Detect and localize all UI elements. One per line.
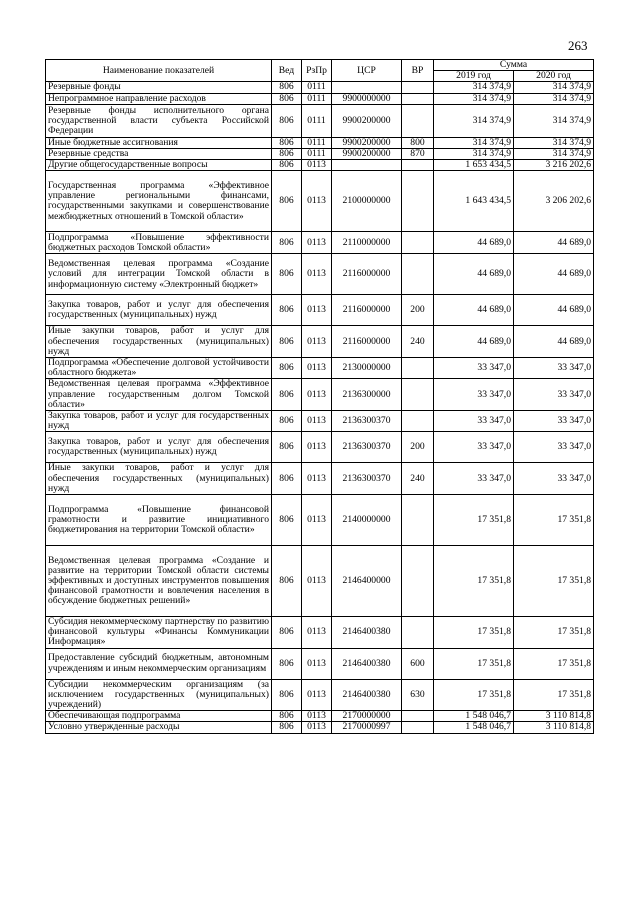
cell-name: Субсидии некоммерческим организациям (за исключением государственных (муниципальных) учреждений) bbox=[46, 679, 272, 711]
cell-vr: 200 bbox=[402, 432, 434, 463]
cell-ved: 806 bbox=[272, 411, 302, 432]
cell-ved: 806 bbox=[272, 93, 302, 104]
cell-rzpr: 0111 bbox=[302, 104, 332, 137]
cell-vr bbox=[402, 379, 434, 411]
page-number: 263 bbox=[568, 38, 588, 53]
cell-ved: 806 bbox=[272, 495, 302, 546]
cell-ved: 806 bbox=[272, 722, 302, 733]
header-year-2020: 2020 год bbox=[514, 71, 594, 82]
table-row bbox=[46, 149, 594, 160]
cell-sum-2019: 1 643 434,5 bbox=[434, 171, 514, 232]
cell-vr bbox=[402, 722, 434, 733]
table-row bbox=[46, 463, 594, 495]
cell-csr: 2116000000 bbox=[332, 295, 402, 326]
cell-sum-2019: 314 374,9 bbox=[434, 93, 514, 104]
cell-name: Резервные средства bbox=[46, 149, 272, 160]
cell-vr bbox=[402, 82, 434, 93]
cell-rzpr: 0111 bbox=[302, 93, 332, 104]
cell-ved: 806 bbox=[272, 358, 302, 379]
cell-sum-2020: 3 110 814,8 bbox=[514, 711, 594, 722]
cell-csr: 2170000997 bbox=[332, 722, 402, 733]
cell-sum-2020: 17 351,8 bbox=[514, 679, 594, 711]
cell-sum-2019: 17 351,8 bbox=[434, 546, 514, 617]
cell-sum-2020: 314 374,9 bbox=[514, 93, 594, 104]
cell-csr: 2170000000 bbox=[332, 711, 402, 722]
cell-rzpr: 0113 bbox=[302, 495, 332, 546]
header-ved: Вед bbox=[272, 60, 302, 82]
cell-ved: 806 bbox=[272, 104, 302, 137]
cell-sum-2020: 3 110 814,8 bbox=[514, 722, 594, 733]
cell-csr: 2146400380 bbox=[332, 648, 402, 679]
cell-rzpr: 0113 bbox=[302, 254, 332, 295]
cell-sum-2019: 33 347,0 bbox=[434, 411, 514, 432]
cell-ved: 806 bbox=[272, 617, 302, 649]
table-row bbox=[46, 137, 594, 148]
header-name: Наименование показателей bbox=[46, 60, 272, 82]
cell-sum-2020: 33 347,0 bbox=[514, 358, 594, 379]
cell-name: Ведомственная целевая программа «Эффективное управление государственным долгом Томской области» bbox=[46, 379, 272, 411]
cell-sum-2020: 3 216 202,6 bbox=[514, 160, 594, 171]
table-row bbox=[46, 358, 594, 379]
cell-sum-2019: 1 548 046,7 bbox=[434, 722, 514, 733]
cell-rzpr: 0113 bbox=[302, 722, 332, 733]
cell-rzpr: 0113 bbox=[302, 463, 332, 495]
cell-sum-2020: 33 347,0 bbox=[514, 411, 594, 432]
cell-csr bbox=[332, 82, 402, 93]
cell-name: Условно утвержденные расходы bbox=[46, 722, 272, 733]
header-csr: ЦСР bbox=[332, 60, 402, 82]
cell-vr: 240 bbox=[402, 326, 434, 358]
cell-name: Субсидия некоммерческому партнерству по развитию финансовой культуры «Финансы Коммуникации Информация» bbox=[46, 617, 272, 649]
cell-ved: 806 bbox=[272, 463, 302, 495]
cell-vr: 200 bbox=[402, 295, 434, 326]
cell-csr: 2136300000 bbox=[332, 379, 402, 411]
table-row bbox=[46, 679, 594, 711]
cell-sum-2020: 33 347,0 bbox=[514, 463, 594, 495]
table-row bbox=[46, 411, 594, 432]
cell-rzpr: 0113 bbox=[302, 379, 332, 411]
cell-ved: 806 bbox=[272, 254, 302, 295]
cell-rzpr: 0113 bbox=[302, 711, 332, 722]
cell-vr: 870 bbox=[402, 149, 434, 160]
cell-rzpr: 0113 bbox=[302, 432, 332, 463]
table-row bbox=[46, 722, 594, 733]
cell-name: Иные закупки товаров, работ и услуг для обеспечения государственных (муниципальных) нужд bbox=[46, 326, 272, 358]
table-row bbox=[46, 648, 594, 679]
table-row bbox=[46, 93, 594, 104]
cell-vr bbox=[402, 254, 434, 295]
cell-vr bbox=[402, 495, 434, 546]
cell-name: Другие общегосударственные вопросы bbox=[46, 160, 272, 171]
cell-vr bbox=[402, 171, 434, 232]
cell-ved: 806 bbox=[272, 137, 302, 148]
cell-csr: 9900000000 bbox=[332, 93, 402, 104]
cell-csr: 2136300370 bbox=[332, 432, 402, 463]
cell-vr bbox=[402, 711, 434, 722]
cell-vr: 600 bbox=[402, 648, 434, 679]
cell-ved: 806 bbox=[272, 149, 302, 160]
cell-ved: 806 bbox=[272, 171, 302, 232]
table-row bbox=[46, 326, 594, 358]
cell-sum-2020: 17 351,8 bbox=[514, 648, 594, 679]
cell-csr: 2146400000 bbox=[332, 546, 402, 617]
cell-csr bbox=[332, 160, 402, 171]
cell-sum-2020: 3 206 202,6 bbox=[514, 171, 594, 232]
cell-csr: 2146400380 bbox=[332, 679, 402, 711]
cell-sum-2020: 33 347,0 bbox=[514, 379, 594, 411]
cell-sum-2020: 44 689,0 bbox=[514, 254, 594, 295]
cell-sum-2019: 314 374,9 bbox=[434, 137, 514, 148]
cell-sum-2019: 17 351,8 bbox=[434, 648, 514, 679]
cell-sum-2019: 1 548 046,7 bbox=[434, 711, 514, 722]
cell-rzpr: 0113 bbox=[302, 232, 332, 254]
cell-name: Закупка товаров, работ и услуг для обеспечения государственных (муниципальных) нужд bbox=[46, 295, 272, 326]
cell-sum-2020: 17 351,8 bbox=[514, 495, 594, 546]
cell-sum-2019: 1 653 434,5 bbox=[434, 160, 514, 171]
cell-rzpr: 0111 bbox=[302, 137, 332, 148]
cell-vr: 630 bbox=[402, 679, 434, 711]
header-rzpr: РзПр bbox=[302, 60, 332, 82]
cell-vr bbox=[402, 617, 434, 649]
cell-ved: 806 bbox=[272, 711, 302, 722]
cell-csr: 2116000000 bbox=[332, 326, 402, 358]
cell-ved: 806 bbox=[272, 432, 302, 463]
cell-ved: 806 bbox=[272, 648, 302, 679]
cell-sum-2019: 44 689,0 bbox=[434, 232, 514, 254]
cell-ved: 806 bbox=[272, 379, 302, 411]
header-year-2019: 2019 год bbox=[434, 71, 514, 82]
cell-sum-2020: 44 689,0 bbox=[514, 232, 594, 254]
cell-vr: 240 bbox=[402, 463, 434, 495]
cell-csr: 2136300370 bbox=[332, 463, 402, 495]
cell-name: Иные закупки товаров, работ и услуг для обеспечения государственных (муниципальных) нужд bbox=[46, 463, 272, 495]
cell-sum-2020: 314 374,9 bbox=[514, 82, 594, 93]
cell-sum-2019: 33 347,0 bbox=[434, 358, 514, 379]
cell-ved: 806 bbox=[272, 326, 302, 358]
cell-sum-2019: 314 374,9 bbox=[434, 104, 514, 137]
cell-rzpr: 0113 bbox=[302, 358, 332, 379]
cell-rzpr: 0113 bbox=[302, 160, 332, 171]
cell-csr: 2136300370 bbox=[332, 411, 402, 432]
cell-name: Резервные фонды исполнительного органа государственной власти субъекта Российской Федерации bbox=[46, 104, 272, 137]
cell-name: Подпрограмма «Обеспечение долговой устойчивости областного бюджета» bbox=[46, 358, 272, 379]
cell-name: Подпрограмма «Повышение финансовой грамотности и развитие инициативного бюджетирования на территории Томской области» bbox=[46, 495, 272, 546]
table-row bbox=[46, 82, 594, 93]
cell-vr bbox=[402, 546, 434, 617]
cell-name: Закупка товаров, работ и услуг для обеспечения государственных (муниципальных) нужд bbox=[46, 432, 272, 463]
table-row bbox=[46, 432, 594, 463]
header-sum: Сумма bbox=[434, 60, 594, 71]
cell-csr: 9900200000 bbox=[332, 137, 402, 148]
cell-csr: 2110000000 bbox=[332, 232, 402, 254]
cell-name: Обеспечивающая подпрограмма bbox=[46, 711, 272, 722]
cell-vr bbox=[402, 232, 434, 254]
cell-name: Подпрограмма «Повышение эффективности бюджетных расходов Томской области» bbox=[46, 232, 272, 254]
cell-csr: 2116000000 bbox=[332, 254, 402, 295]
cell-sum-2020: 17 351,8 bbox=[514, 546, 594, 617]
cell-sum-2019: 17 351,8 bbox=[434, 495, 514, 546]
cell-csr: 2130000000 bbox=[332, 358, 402, 379]
cell-sum-2020: 314 374,9 bbox=[514, 137, 594, 148]
table-row bbox=[46, 232, 594, 254]
cell-sum-2019: 33 347,0 bbox=[434, 432, 514, 463]
cell-rzpr: 0113 bbox=[302, 679, 332, 711]
cell-sum-2019: 33 347,0 bbox=[434, 463, 514, 495]
cell-name: Резервные фонды bbox=[46, 82, 272, 93]
budget-table bbox=[45, 59, 594, 734]
cell-csr: 9900200000 bbox=[332, 104, 402, 137]
table-row bbox=[46, 379, 594, 411]
cell-rzpr: 0113 bbox=[302, 326, 332, 358]
cell-csr: 2146400380 bbox=[332, 617, 402, 649]
cell-vr bbox=[402, 411, 434, 432]
table-row bbox=[46, 495, 594, 546]
cell-rzpr: 0113 bbox=[302, 617, 332, 649]
cell-sum-2019: 17 351,8 bbox=[434, 617, 514, 649]
cell-vr bbox=[402, 160, 434, 171]
cell-rzpr: 0113 bbox=[302, 648, 332, 679]
cell-name: Ведомственная целевая программа «Создание условий для интеграции Томской области в информационную систему «Электронный бюджет» bbox=[46, 254, 272, 295]
table-row bbox=[46, 546, 594, 617]
table-row bbox=[46, 295, 594, 326]
table-row bbox=[46, 160, 594, 171]
cell-sum-2020: 44 689,0 bbox=[514, 295, 594, 326]
cell-rzpr: 0113 bbox=[302, 171, 332, 232]
cell-rzpr: 0113 bbox=[302, 546, 332, 617]
cell-ved: 806 bbox=[272, 82, 302, 93]
table-body bbox=[46, 82, 594, 733]
cell-csr: 9900200000 bbox=[332, 149, 402, 160]
cell-rzpr: 0111 bbox=[302, 149, 332, 160]
cell-name: Ведомственная целевая программа «Создание и развитие на территории Томской области системы эффективных и доступных инструментов повышения финансовой грамотности и вовлечения населения в обсуждение бюджетных решений» bbox=[46, 546, 272, 617]
cell-sum-2019: 44 689,0 bbox=[434, 254, 514, 295]
cell-vr bbox=[402, 358, 434, 379]
cell-sum-2019: 33 347,0 bbox=[434, 379, 514, 411]
cell-ved: 806 bbox=[272, 546, 302, 617]
cell-sum-2020: 314 374,9 bbox=[514, 149, 594, 160]
cell-sum-2019: 314 374,9 bbox=[434, 149, 514, 160]
cell-name: Закупка товаров, работ и услуг для государственных нужд bbox=[46, 411, 272, 432]
cell-name: Государственная программа «Эффективное управление региональными финансами, государственными закупками и совершенствование межбюджетных отношений в Томской области» bbox=[46, 171, 272, 232]
cell-ved: 806 bbox=[272, 232, 302, 254]
cell-sum-2019: 44 689,0 bbox=[434, 326, 514, 358]
cell-csr: 2100000000 bbox=[332, 171, 402, 232]
cell-name: Предоставление субсидий бюджетным, автономным учреждениям и иным некоммерческим организациям bbox=[46, 648, 272, 679]
cell-sum-2019: 44 689,0 bbox=[434, 295, 514, 326]
cell-sum-2019: 314 374,9 bbox=[434, 82, 514, 93]
cell-sum-2020: 44 689,0 bbox=[514, 326, 594, 358]
cell-csr: 2140000000 bbox=[332, 495, 402, 546]
cell-ved: 806 bbox=[272, 679, 302, 711]
cell-name: Непрограммное направление расходов bbox=[46, 93, 272, 104]
cell-vr bbox=[402, 93, 434, 104]
cell-sum-2020: 17 351,8 bbox=[514, 617, 594, 649]
cell-sum-2020: 314 374,9 bbox=[514, 104, 594, 137]
cell-sum-2020: 33 347,0 bbox=[514, 432, 594, 463]
cell-rzpr: 0113 bbox=[302, 411, 332, 432]
table-row bbox=[46, 617, 594, 649]
cell-ved: 806 bbox=[272, 160, 302, 171]
cell-name: Иные бюджетные ассигнования bbox=[46, 137, 272, 148]
table-row bbox=[46, 711, 594, 722]
header-vr: ВР bbox=[402, 60, 434, 82]
cell-rzpr: 0111 bbox=[302, 82, 332, 93]
cell-vr: 800 bbox=[402, 137, 434, 148]
table-row bbox=[46, 254, 594, 295]
table-row bbox=[46, 104, 594, 137]
table-row bbox=[46, 171, 594, 232]
cell-ved: 806 bbox=[272, 295, 302, 326]
cell-sum-2019: 17 351,8 bbox=[434, 679, 514, 711]
cell-vr bbox=[402, 104, 434, 137]
cell-rzpr: 0113 bbox=[302, 295, 332, 326]
